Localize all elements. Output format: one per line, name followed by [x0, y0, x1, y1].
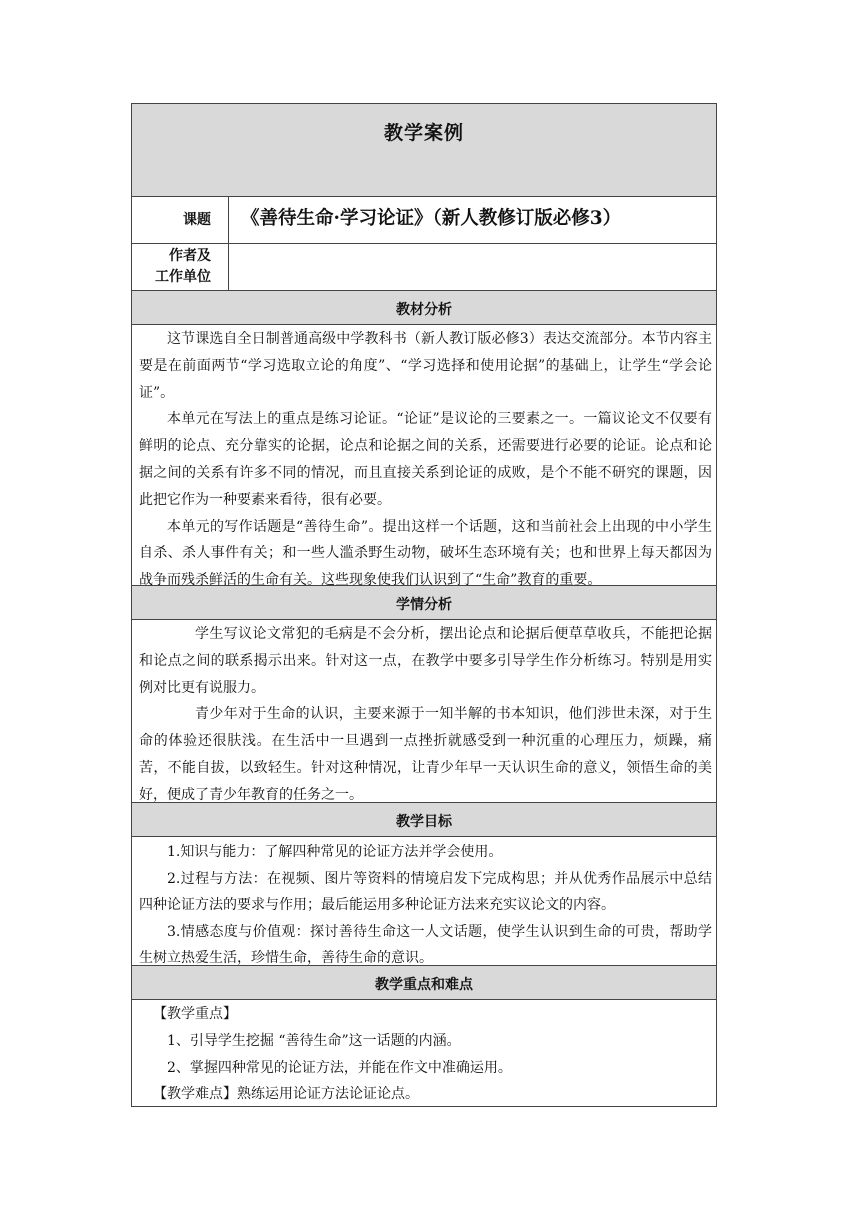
focus-item: 2、掌握四种常见的论证方法，并能在作文中准确运用。	[167, 1059, 512, 1076]
doc-title: 教学案例	[383, 122, 464, 144]
author-label-line2: 工作单位	[155, 269, 211, 285]
focus-item: 1、引导学生挖掘 “善待生命”这一话题的内涵。	[167, 1032, 461, 1049]
material-paragraph: 本单元在写法上的重点是练习论证。“论证”是议论的三要素之一。一篇议论文不仅要有鲜明的论点、充分靠实的论据，论点和论据之间的关系，还需要进行必要的论证。论点和论据之间的关系有许多不同的情况，而且直接关系到论证的成败，是个不能不研究的课题，因此把它作为一种要素来看待，很有必要。	[139, 411, 712, 508]
author-label-line1: 作者及	[169, 248, 211, 264]
students-paragraph: 学生写议论文常犯的毛病是不会分析，摆出论点和论据后便草草收兵，不能把论据和论点之间的联系揭示出来。针对这一点，在教学中要多引导学生作分析练习。特别是用实例对比更有说服力。	[139, 626, 712, 696]
author-label	[132, 244, 229, 290]
difficulty-line	[139, 1081, 712, 1108]
topic-value: 《善待生命·学习论证》（新人教修订版必修3）	[241, 208, 622, 229]
focus-label: 【教学重点】	[153, 1006, 237, 1022]
students-body	[132, 620, 716, 803]
goals-body	[132, 837, 716, 966]
topic-label: 课题	[132, 197, 229, 243]
material-heading: 教材分析	[132, 291, 716, 325]
lesson-plan-table	[131, 103, 717, 1107]
title-row	[132, 104, 716, 197]
keypoints-body	[132, 1000, 716, 1106]
goals-heading: 教学目标	[132, 803, 716, 837]
material-paragraph: 这节课选自全日制普通高级中学教科书（新人教订版必修3）表达交流部分。本节内容主要是在前面两节“学习选取立论的角度”、“学习选择和使用论据”的基础上，让学生“学会论证”。	[139, 331, 712, 401]
students-paragraph: 青少年对于生命的认识，主要来源于一知半解的书本知识，他们涉世未深，对于生命的体验还很肤浅。在生活中一旦遇到一点挫折就感受到一种沉重的心理压力，烦躁，痛苦，不能自拔，以致轻生。针对这种情况，让青少年早一天认识生命的意义，领悟生命的美好，便成了青少年教育的任务之一。	[139, 706, 712, 803]
goal-item: 2.过程与方法：在视频、图片等资料的情境启发下完成构思；并从优秀作品展示中总结四种论证方法的要求与作用；最后能运用多种论证方法来充实议论文的内容。	[139, 870, 712, 913]
material-paragraph: 本单元的写作话题是“善待生命”。提出这样一个话题，这和当前社会上出现的中小学生自杀、杀人事件有关；和一些人滥杀野生动物，破坏生态环境有关；也和世界上每天都因为战争而残杀鲜活的生命有关。这些现象使我们认识到了“生命”教育的重要。	[139, 518, 712, 589]
topic-row	[132, 197, 716, 244]
students-heading: 学情分析	[132, 586, 716, 620]
material-body	[132, 325, 716, 589]
difficulty-text: 熟练运用论证方法论证论点。	[237, 1086, 419, 1103]
goal-item: 1.知识与能力：了解四种常见的论证方法并学会使用。	[167, 844, 503, 860]
keypoints-heading: 教学重点和难点	[132, 966, 716, 1000]
author-row	[132, 244, 716, 291]
difficulty-label: 【教学难点】	[153, 1086, 237, 1103]
author-value	[229, 244, 716, 290]
goal-item: 3.情感态度与价值观：探讨善待生命这一人文话题，使学生认识到生命的可贵，帮助学生树立热爱生活，珍惜生命，善待生命的意识。	[139, 923, 712, 966]
